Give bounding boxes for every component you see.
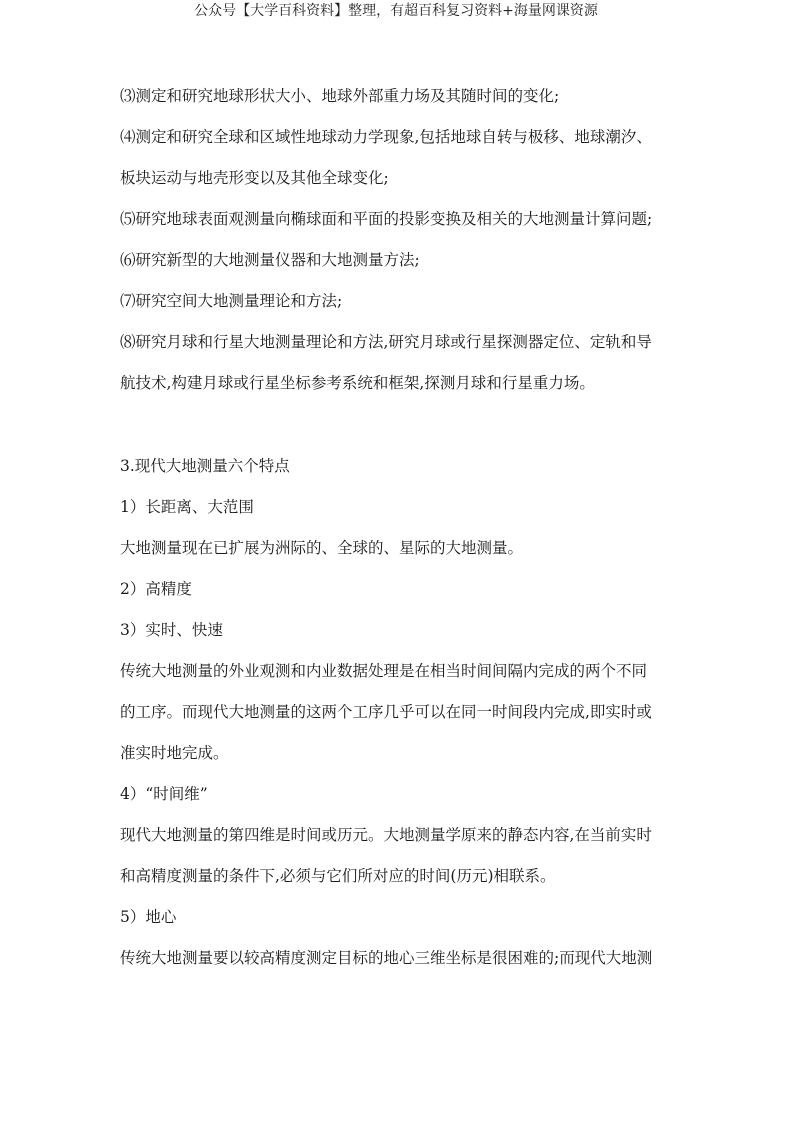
text-line: 板块运动与地壳形变以及其他全球变化; xyxy=(120,169,389,187)
document-body xyxy=(120,86,680,968)
text-line: 现代大地测量的第四维是时间或历元。大地测量学原来的静态内容,在当前实时 xyxy=(120,826,652,844)
text-line: ⑹研究新型的大地测量仪器和大地测量方法; xyxy=(120,251,420,269)
subheading: 4）“时间维” xyxy=(120,785,208,803)
text-line: 传统大地测量要以较高精度测定目标的地心三维坐标是很困难的;而现代大地测 xyxy=(120,949,653,967)
text-line: ⑻研究月球和行星大地测量理论和方法,研究月球或行星探测器定位、定轨和导 xyxy=(120,333,652,351)
section-heading: 3.现代大地测量六个特点 xyxy=(120,457,290,475)
text-line: 传统大地测量的外业观测和内业数据处理是在相当时间间隔内完成的两个不同 xyxy=(120,662,648,680)
text-line: 大地测量现在已扩展为洲际的、全球的、星际的大地测量。 xyxy=(120,539,524,557)
subheading: 5）地心 xyxy=(120,908,177,926)
text-line: ⑷测定和研究全球和区域性地球动力学现象,包括地球自转与极移、地球潮汐、 xyxy=(120,128,652,146)
text-line: 航技术,构建月球或行星坐标参考系统和框架,探测月球和行星重力场。 xyxy=(120,374,595,392)
text-line: ⑺研究空间大地测量理论和方法; xyxy=(120,292,343,310)
text-line: 准实时地完成。 xyxy=(120,744,229,762)
text-line: 和高精度测量的条件下,必须与它们所对应的时间(历元)相联系。 xyxy=(120,867,556,885)
text-line: ⑸研究地球表面观测量向椭球面和平面的投影变换及相关的大地测量计算问题; xyxy=(120,210,653,228)
text-line: ⑶测定和研究地球形状大小、地球外部重力场及其随时间的变化; xyxy=(120,87,560,105)
subheading: 1）长距离、大范围 xyxy=(120,498,254,516)
text-line: 的工序。而现代大地测量的这两个工序几乎可以在同一时间段内完成,即实时或 xyxy=(120,703,652,721)
subheading: 3）实时、快速 xyxy=(120,621,223,639)
page-header: 公众号【大学百科资料】整理，有超百科复习资料+海量网课资源 xyxy=(194,3,598,19)
subheading: 2）高精度 xyxy=(120,580,192,598)
